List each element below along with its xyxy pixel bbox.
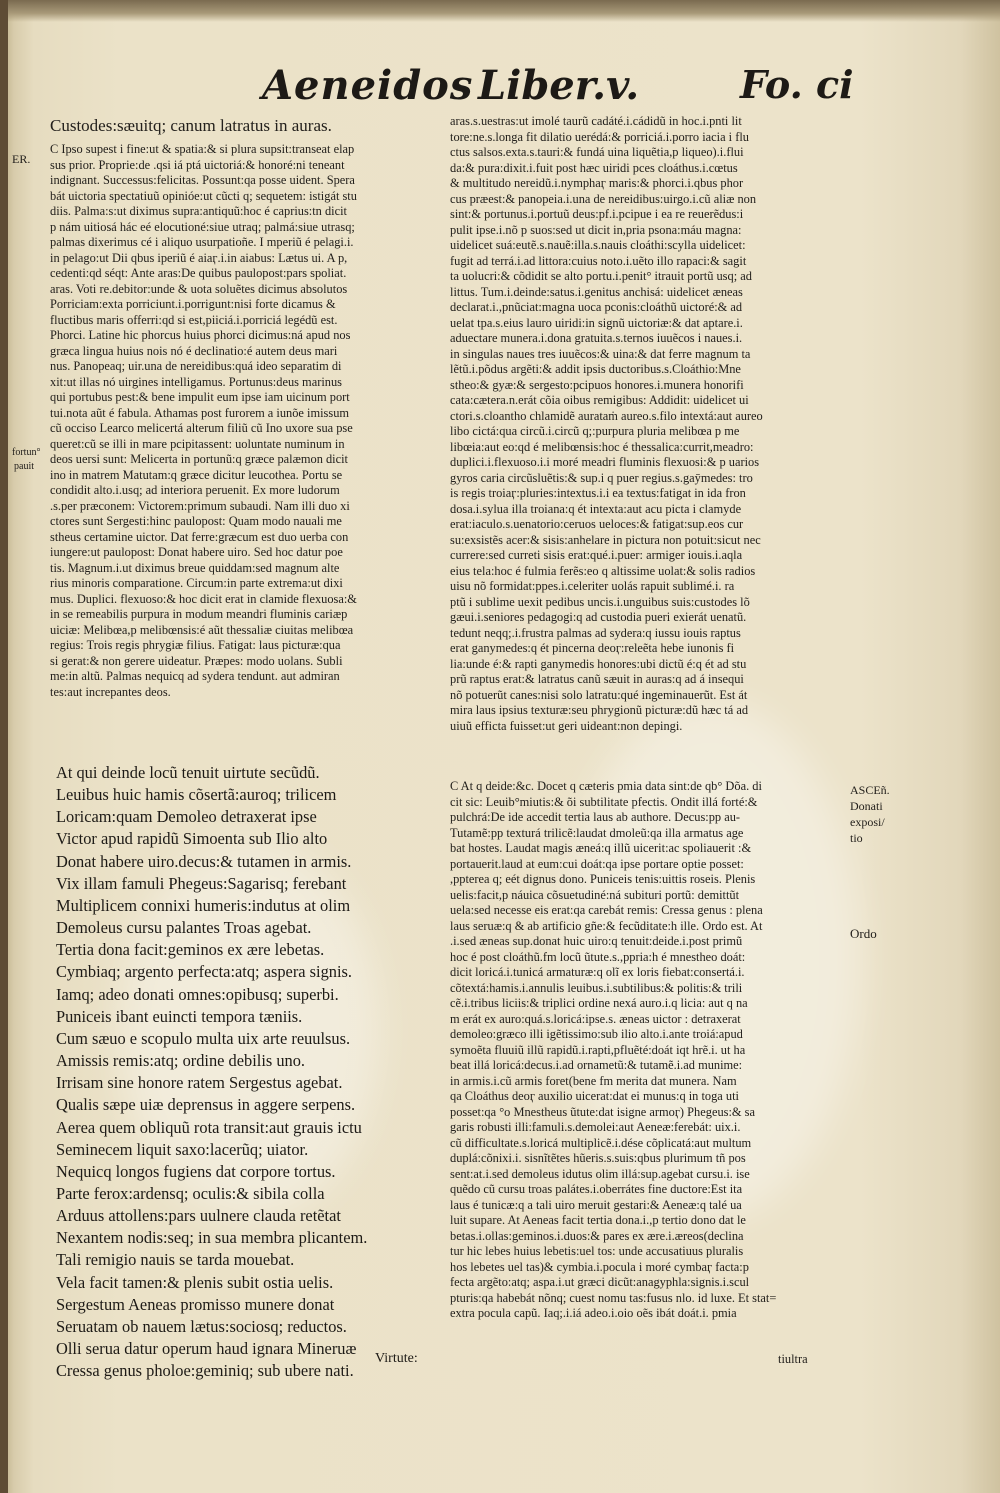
- commentary-line: ino in matrem Matutam:q græce dicitur leucothea. Portu se: [50, 467, 343, 482]
- commentary-line: mus. Duplici. flexuoso:& hoc dicit erat in clamide flexuosa:&: [50, 591, 357, 606]
- commentary-line: dosa.i.sylua illa troiana:q ét intexta:aut acu picta i clamyde: [450, 501, 742, 516]
- commentary-line: lẽtũ.i.põdus argẽti:& addit ipsis ductoribus.s.Cloáthio:Mne: [450, 362, 741, 376]
- commentary-line: C At q deide:&c. Docet q cæteris pmia data sint:de qb° Dõa. di: [450, 779, 762, 793]
- verse-line: Cressa genus pholoe:geminiq; sub ubere nati.: [56, 1361, 354, 1381]
- commentary-line: demoleo:græco illi igẽtissimo:sub ilio alto.i.ante troiá:apud: [450, 1027, 743, 1041]
- commentary-line: in se remeabilis purpura in modum meandri fluminis cariæp: [50, 607, 348, 621]
- commentary-line: hoc é post cloáthũ.fm locũ ũtute.s.,ppria:h é mnestheo doát:: [450, 949, 746, 964]
- commentary-line: pturis:qa habebát nõnq; cuest nomu tas:fusus nlo. id luxe. Et stat=: [450, 1290, 777, 1305]
- commentary-line: laus é tunicæ:q a tali uiro meruit gestari:& Aeneæ:q talé ua: [450, 1197, 742, 1212]
- verse-line: Olli serua datur operum haud ignara Mineruæ: [56, 1339, 357, 1359]
- commentary-line: uelis:facit,p náuica cõsuetudiné:ná subituri portũ: demittũt: [450, 887, 740, 902]
- folio-number: Fo. ci: [740, 62, 854, 107]
- commentary-line: bát uictoria spectatiuũ opinióe:ut cũcti q; sequetem: istigát stu: [50, 188, 357, 203]
- commentary-line: qui portubus pest:& bene impulit eum ipse iam uicinum port: [50, 390, 350, 404]
- commentary-line: & multitudo nereidũ.i.nymphaӷ maris:& phorci.i.qbus phor: [450, 176, 744, 190]
- commentary-line: garis robusti illi:famuli.s.demolei:aut Aeneæ:ferebát: uix.i.: [450, 1120, 741, 1134]
- verse-line: At qui deinde locũ tenuit uirtute secũdũ.: [56, 763, 320, 782]
- commentary-line: nus. Panopeaq; uir.una de nereidibus:quá ideo separatim di: [50, 359, 342, 373]
- verse-line: Demoleus cursu palantes Troas agebat.: [56, 918, 312, 938]
- commentary-line: aduectare munera.i.dona gratuita.s.ternos iuuẽcos i naues.i.: [450, 331, 743, 345]
- verse-line: Seruatam ob nauem lætus:sociosq; reductos.: [56, 1316, 347, 1336]
- commentary-line: uelat tpa.s.eius lauro uiridi:in signũ uictoriæ:& dat aptare.i.: [450, 315, 743, 330]
- verse-line: Nequicq longos fugiens dat corpore tortus.: [56, 1161, 336, 1181]
- commentary-line: pulchrá:De ide accedit tertia laus ab authore. Decus:pp au-: [450, 810, 741, 824]
- commentary-line: libœia:aut eo:qd é melibœnsis:hoc é thessalica:currit,meadro:: [450, 439, 754, 454]
- commentary-line: lia:unde é:& rapti ganymedis honores:ubi dictũ é:q ét ad stu: [450, 656, 747, 671]
- catchword-left: Virtute:: [375, 1351, 418, 1366]
- margin-note-er: ER.: [12, 152, 31, 166]
- commentary-line: currere:sed curreti sisis erat:qué.i.puer: armiger iouis.i.aqla: [450, 548, 743, 562]
- commentary-line: tedunt neqq;.i.frustra palmas ad sydera:q iussu iouis raptus: [450, 625, 741, 640]
- commentary-line: declarat.i.,pnũciat:magna uoca pconis:cloáthũ uictoré:& ad: [450, 300, 743, 314]
- commentary-line: uela:sed necesse eis erat:qa carebát remis: Cressa genus : plena: [450, 903, 763, 917]
- verse-line: Donat habere uiro.decus:& tutamen in armis.: [56, 851, 352, 871]
- commentary-line: indignant. Successus:felicitas. Possunt:qa posse uident. Spera: [50, 173, 355, 187]
- commentary-line: C Ipso supest i fine:ut & spatia:& si plura supsit:transeat elap: [50, 142, 355, 156]
- right-commentary-lines: [450, 114, 865, 734]
- commentary-line: p nám uitiosá hác eé elocutioné:siue utraq; palmá:siue utrasq;: [50, 219, 355, 234]
- commentary-line: uidelicet suá:eutẽ.s.nauẽ:illa.s.nauis cloáthi:scylla uidelicet:: [450, 238, 746, 252]
- verse-line: Sergestum Aeneas promisso munere donat: [56, 1294, 335, 1314]
- commentary-line: aras.s.uestras:ut imolé taurũ cadáté.i.cádidũ in hoc.i.pnti lit: [450, 114, 742, 128]
- commentary-line: uiuũ efficta fuisset:ut geri uideant:non depingi.: [450, 718, 683, 733]
- commentary-line: tis. Magnum.i.ut diximus breue quiddam:sed magnum alte: [50, 560, 340, 575]
- commentary-line: quẽdo cũ cursu troas palátes.i.oberrátes fine ductore:Est ita: [450, 1182, 743, 1196]
- commentary-line: duplici.i.flexuoso.i.i moré meadri fluminis flexuosi:& p uarios: [450, 455, 760, 469]
- commentary-line: luit supare. At Aeneas facit tertia dona.i.,p tertio dono dat le: [450, 1213, 746, 1227]
- commentary-line: ptũ i sublime uexit pedibus uncis.i.unguibus suis:custodes lõ: [450, 594, 750, 609]
- verse-line: Irrisam sine honore ratem Sergestus agebat.: [56, 1073, 343, 1093]
- right-commentary: [450, 114, 865, 734]
- commentary-line: queret:cũ se illi in mare pcipitassent: uoluntate numinum in: [50, 436, 345, 451]
- verse-line: Aerea quem obliquũ rota transit:aut grauis ictu: [56, 1117, 362, 1137]
- verse-line: Tali remigio nauis se tarda mouebat.: [56, 1250, 295, 1270]
- verse-line: Iamq; adeo donati omnes:opibusq; superbi.: [56, 984, 339, 1004]
- commentary-line: is regis troiaӷ:pluries:intextus.i.i ea textus:fatigat in ida fron: [450, 486, 746, 500]
- commentary-line: qa Cloáthus deoӷ auxilio uicerat:dat ei munus:q in toga uti: [450, 1089, 739, 1103]
- commentary-line: deos uersi sunt: Melicerta in portunũ:q græce palæmon dicit: [50, 452, 349, 466]
- commentary-line: gyros caria circũsluẽtis:& sup.i q puer regius.s.gaӯmedes: tro: [450, 470, 753, 485]
- commentary-line: aras. Voti re.debitor:unde & uota soluẽtes dicimus absolutos: [50, 281, 348, 296]
- commentary-line: sent:at.i.sed demoleus idutus olim illá:sup.agebat cursu.i. ise: [450, 1166, 750, 1181]
- commentary-line: condidit alto.i.usq; ad interiora peruenit. Ex more ludorum: [50, 483, 340, 497]
- commentary-line: ctus salsos.exta.s.tauri:& fundá uina liquẽtia,p liqueo).i.flui: [450, 145, 744, 159]
- verse-line: Victor apud rapidũ Simoenta sub Ilio alto: [56, 829, 328, 849]
- second-commentary: [450, 779, 860, 1322]
- commentary-line: palmas dixerimus cé i aliquo usurpatioñe. I mperiũ é pelagi.i.: [50, 235, 354, 249]
- commentary-line: laus seruæ:q & ab artificio gñe:& fecũditate:h ille. Ordo est. At: [450, 918, 763, 933]
- verse-block: [56, 762, 431, 1382]
- verse-line: Tertia dona facit:geminos ex ære lebetas.: [56, 940, 325, 960]
- verse-line: Parte ferox:ardensq; oculis:& sibila colla: [56, 1183, 325, 1203]
- commentary-line: posset:qa °o Mnestheus ũtute:dat isigne armoӷ) Phegeus:& sa: [450, 1104, 755, 1119]
- commentary-line: iungere:ut paulopost: Donat habere uiro. Sed hoc datur poe: [50, 545, 343, 559]
- commentary-line: in singulas naues tres iuuẽcos:& uina:& dat ferre magnum ta: [450, 346, 751, 361]
- commentary-line: cus præest:& panopeia.i.una de nereidibus:uirgo.i.cũ aliæ non: [450, 191, 757, 206]
- margin-note-fortun: fortun°: [12, 447, 41, 458]
- margin-note-ordo: Ordo: [850, 926, 877, 941]
- verse-line: Amissis remis:atq; ordine debilis uno.: [56, 1051, 306, 1071]
- verse-line: Leuibus huic hamis cõsertã:auroq; trilicem: [56, 785, 337, 805]
- book-spine: [0, 0, 8, 1493]
- commentary-line: si gerat:& non gerere uideatur. Præpes: modo uolans. Subli: [50, 653, 343, 668]
- commentary-line: gæui.i.seniores pedagogi:q ad custodia pueri exierát uenatũ.: [450, 610, 747, 624]
- left-commentary: [50, 114, 425, 700]
- commentary-line: stheus certamine uictor. Dat ferre:græcum est duo uerba con: [50, 529, 349, 544]
- commentary-line: rius minoris comparatione. Circum:in parte extrema:ut dixi: [50, 576, 343, 590]
- commentary-line: hos lebetes uel tas)& cymbia.i.pocula i moré cymbaӷ facta:p: [450, 1259, 749, 1274]
- commentary-line: fugit ad terrá.i.ad littora:cuius noto.i.uẽto illo rapaci:& sagit: [450, 253, 747, 268]
- commentary-line: Phorci. Latine hic phorcus huius phorci dicimus:ná apud nos: [50, 328, 351, 342]
- margin-note-expositio: exposi/: [850, 815, 885, 829]
- commentary-line: betas.i.ollas:geminos.i.duos:& pares ex ære.i.æreos(declina: [450, 1228, 744, 1243]
- commentary-line: cedenti:qd séqt: Ante aras:De quibus paulopost:pars spoliat.: [50, 266, 347, 280]
- margin-note-ascen: ASCEñ.: [850, 783, 890, 797]
- verse-line: Qualis sæpe uiæ deprensus in aggere serpens.: [56, 1095, 356, 1115]
- catchword-right: tiultra: [778, 1352, 808, 1366]
- commentary-line: tui.nota aũt é fabula. Athamas post furorem a iunõe imissum: [50, 405, 350, 420]
- commentary-line: uisu nõ formidat:ppes.i.celeriter uolás rapuit sublimé.i. ra: [450, 579, 735, 593]
- commentary-line: sus prior. Proprie:de .qsi iá ptá uictoriá:& honoré:ni teneant: [50, 157, 345, 172]
- verse-line: Puniceis ibant euincti tempora tæniis.: [56, 1006, 303, 1026]
- commentary-line: tes:aut increpantes deos.: [50, 684, 171, 699]
- commentary-line: cõtextá:hamis.i.annulis leuibus.i.subtilibus:& politis:& trili: [450, 980, 743, 995]
- verse-line: Arduus attollens:pars uulnere clauda retẽtat: [56, 1206, 341, 1226]
- commentary-line: cata:cætera.n.erát cõia oibus remigibus: Addidit: uidelicet ui: [450, 393, 749, 407]
- running-head-book: Liber.v.: [478, 62, 640, 109]
- commentary-line: cẽ.i.tribus liciis:& triplici ordine nexá auro.i.q licia: aut q na: [450, 996, 748, 1010]
- commentary-line: in armis.i.cũ armis foret(bene fm merita dat munera. Nam: [450, 1073, 737, 1088]
- commentary-line: ctori.s.cloantho chlamidẽ aurataṁ aureo.s.filo intextá:aut aureo: [450, 408, 763, 423]
- commentary-line: m erát ex auro:quá.s.loricá:ipse.s. æneas uictor : detraxerat: [450, 1011, 741, 1026]
- commentary-line: tur hic lebes huius lebetis:uel tos: unde accusatiuus pluralis: [450, 1244, 744, 1258]
- verse-line: Cymbiaq; argento perfecta:atq; aspera signis.: [56, 962, 352, 982]
- verse-line: Nexantem nodis:seq; in sua membra plicantem.: [56, 1228, 368, 1248]
- page-top-edge: [0, 0, 1000, 22]
- verse-line: Vela facit tamen:& plenis subit ostia uelis.: [56, 1272, 334, 1292]
- commentary-line: sint:& portunus.i.portuũ deus:pf.i.pcipue i ea re reuerẽdus:i: [450, 207, 744, 221]
- commentary-line: uiciæ: Melibœa,p melibœnsis:é aũt thessaliæ ciuitas melibœa: [50, 622, 354, 637]
- commentary-line: su:exsistẽs acer:& sisis:anhelare in pictura non potuit:sicut nec: [450, 532, 761, 547]
- commentary-line: fluctibus maris offerri:qd si est,piiciá.i.porriciá legédũ est.: [50, 312, 338, 327]
- verse-line: Seminecem liquit saxo:lacerũq; uiator.: [56, 1139, 309, 1159]
- commentary-line: erat ganymedes:q ét pincerna deoӷ:releẽta hebe iunonis fi: [450, 641, 735, 655]
- commentary-line: symoẽta fluuiũ illũ rapidũ.i.rapti,pfluẽté:doát iqt hrẽ.i. ut ha: [450, 1042, 746, 1057]
- margin-note-pauit: pauit: [14, 461, 34, 472]
- commentary-line: bat hostes. Laudat magis æneá:q illũ uicerit:ac spoliauerit :&: [450, 841, 752, 855]
- verse-line: Loricam:quam Demoleo detraxerat ipse: [56, 807, 317, 827]
- commentary-line: .s.per præconem: Victorem:primum subaudi. Nam illi duo xi: [50, 498, 350, 513]
- margin-note-tio: tio: [850, 831, 863, 845]
- commentary-line: libo cictá:qua circũ.i.circũ q;:purpura pluria melibœa p me: [450, 424, 740, 438]
- commentary-line: xit:ut illas nó uirgines intelligamus. Portunus:deus marinus: [50, 374, 342, 389]
- commentary-line: cit sic: Leuib°miutis:& õi subtilitate pfectis. Ondit illá forté:&: [450, 794, 758, 809]
- left-commentary-lines: [50, 142, 425, 700]
- commentary-line: in pelago:ut Dii qbus iperiũ é aiaӷ.i.in aiabus: Lætus ui. A p,: [50, 250, 348, 265]
- commentary-line: ctores sunt Sergesti:hinc paulopost: Quam modo nauali me: [50, 514, 342, 528]
- commentary-line: tore:ne.s.longa fit dilatio uerédá:& porriciá.i.porro iacia i flu: [450, 129, 749, 144]
- commentary-line: eius tela:hoc é fulmia ferẽs:eo q altissime uolat:& solis radios: [450, 563, 756, 578]
- commentary-line: prũ raptus erat:& latratus canũ sæuit in auras:q ad á insequi: [450, 672, 744, 686]
- commentary-line: mira laus ipsius texturæ:seu phrygionũ picturæ:dũ hæc tá ad: [450, 703, 749, 717]
- commentary-line: littus. Tum.i.deinde:satus.i.genitus anchisá: uidelicet æneas: [450, 284, 743, 299]
- commentary-line: regius: Trois regis phrygiæ filius. Fatigat: laus picturæ:qua: [50, 638, 341, 652]
- commentary-line: cũ occiso Learco melicertá alterum filiũ cũ Ino uxore sua pse: [50, 421, 353, 435]
- commentary-line: Porriciam:exta porriciunt.i.porrigunt:nisi forte dicamus &: [50, 297, 336, 311]
- commentary-line: extra pocula capũ. Iaq;.i.iá adeo.i.oio oẽs ibát doát.i. pmia: [450, 1306, 737, 1320]
- verse-line-custodes: Custodes:sæuitq; canum latratus in auras.: [50, 116, 332, 135]
- commentary-line: portauerit.laud at eum:cui doát:qa ipse portare optie posset:: [450, 856, 744, 871]
- commentary-line: me:in altũ. Palmas nequicq ad sydera tendunt. aut admiran: [50, 669, 340, 683]
- commentary-line: .i.sed æneas sup.donat huic uiro:q tenuit:deide.i.post primũ: [450, 934, 743, 948]
- commentary-line: da:& pura:dixit.i.fuit post hæc uiridi pces cloáthus.i.cœtus: [450, 160, 738, 175]
- commentary-line: nõ potuerũt canes:nisi solo latratu:qué ingeminauerũt. Est át: [450, 687, 748, 702]
- commentary-line: cũ difficultate.s.loricá multiplicẽ.i.dése cõplicatá:aut multum: [450, 1135, 752, 1150]
- commentary-line: stheo:& gyæ:& sergesto:pcipuos honores.i.munera honorifi: [450, 377, 744, 392]
- commentary-line: beat illá loricá:decus.i.ad ornametũ:& tutamẽ.i.ad munime:: [450, 1058, 743, 1072]
- commentary-line: Tutamẽ:pp texturá trilicẽ:laudat dmoleũ:qa illa armatus age: [450, 825, 744, 840]
- commentary-line: ,ppterea q; eét dignus dono. Puniceis tenis:uittis roseis. Plenis: [450, 872, 756, 886]
- running-head-title: Aeneidos: [262, 62, 474, 109]
- commentary-line: ta uolucri:& cõdidit se alto portu.i.penit° itrauit portũ usq; ad: [450, 269, 752, 283]
- commentary-line: erat:iaculo.s.uenatorio:ceruos ueloces:& fatigat:sup.eos cur: [450, 517, 744, 531]
- commentary-line: duplá:cõnixi.i. sisnĩtẽtes hũeris.s.suis:qbus plurimum tñ pos: [450, 1151, 746, 1165]
- verse-line: Cum sæuo e scopulo multa uix arte reuulsus.: [56, 1028, 351, 1048]
- verse-line: Multiplicem connixi humeris:indutus at olim: [56, 895, 351, 915]
- margin-note-donati: Donati: [850, 799, 883, 813]
- commentary-line: græca lingua huius nois nó é declinatio:é autem deus mari: [50, 343, 338, 358]
- commentary-line: fecta argẽto:atq; aspa.i.ut græci dicũt:anagyphla:signis.i.scul: [450, 1275, 750, 1289]
- verse-line: Vix illam famuli Phegeus:Sagarisq; ferebant: [56, 873, 347, 893]
- commentary-line: pulit ipse.i.nõ p suos:sed ut dicit in,pria psona:máu magna:: [450, 222, 742, 237]
- commentary-line: diis. Palma:s:ut diximus supra:antiquũ:hoc é caprius:tn dicit: [50, 204, 347, 218]
- commentary-line: dicit loricá.i.tunicá armaturæ:q olĩ ex loris fiebat:consertá.i.: [450, 965, 745, 979]
